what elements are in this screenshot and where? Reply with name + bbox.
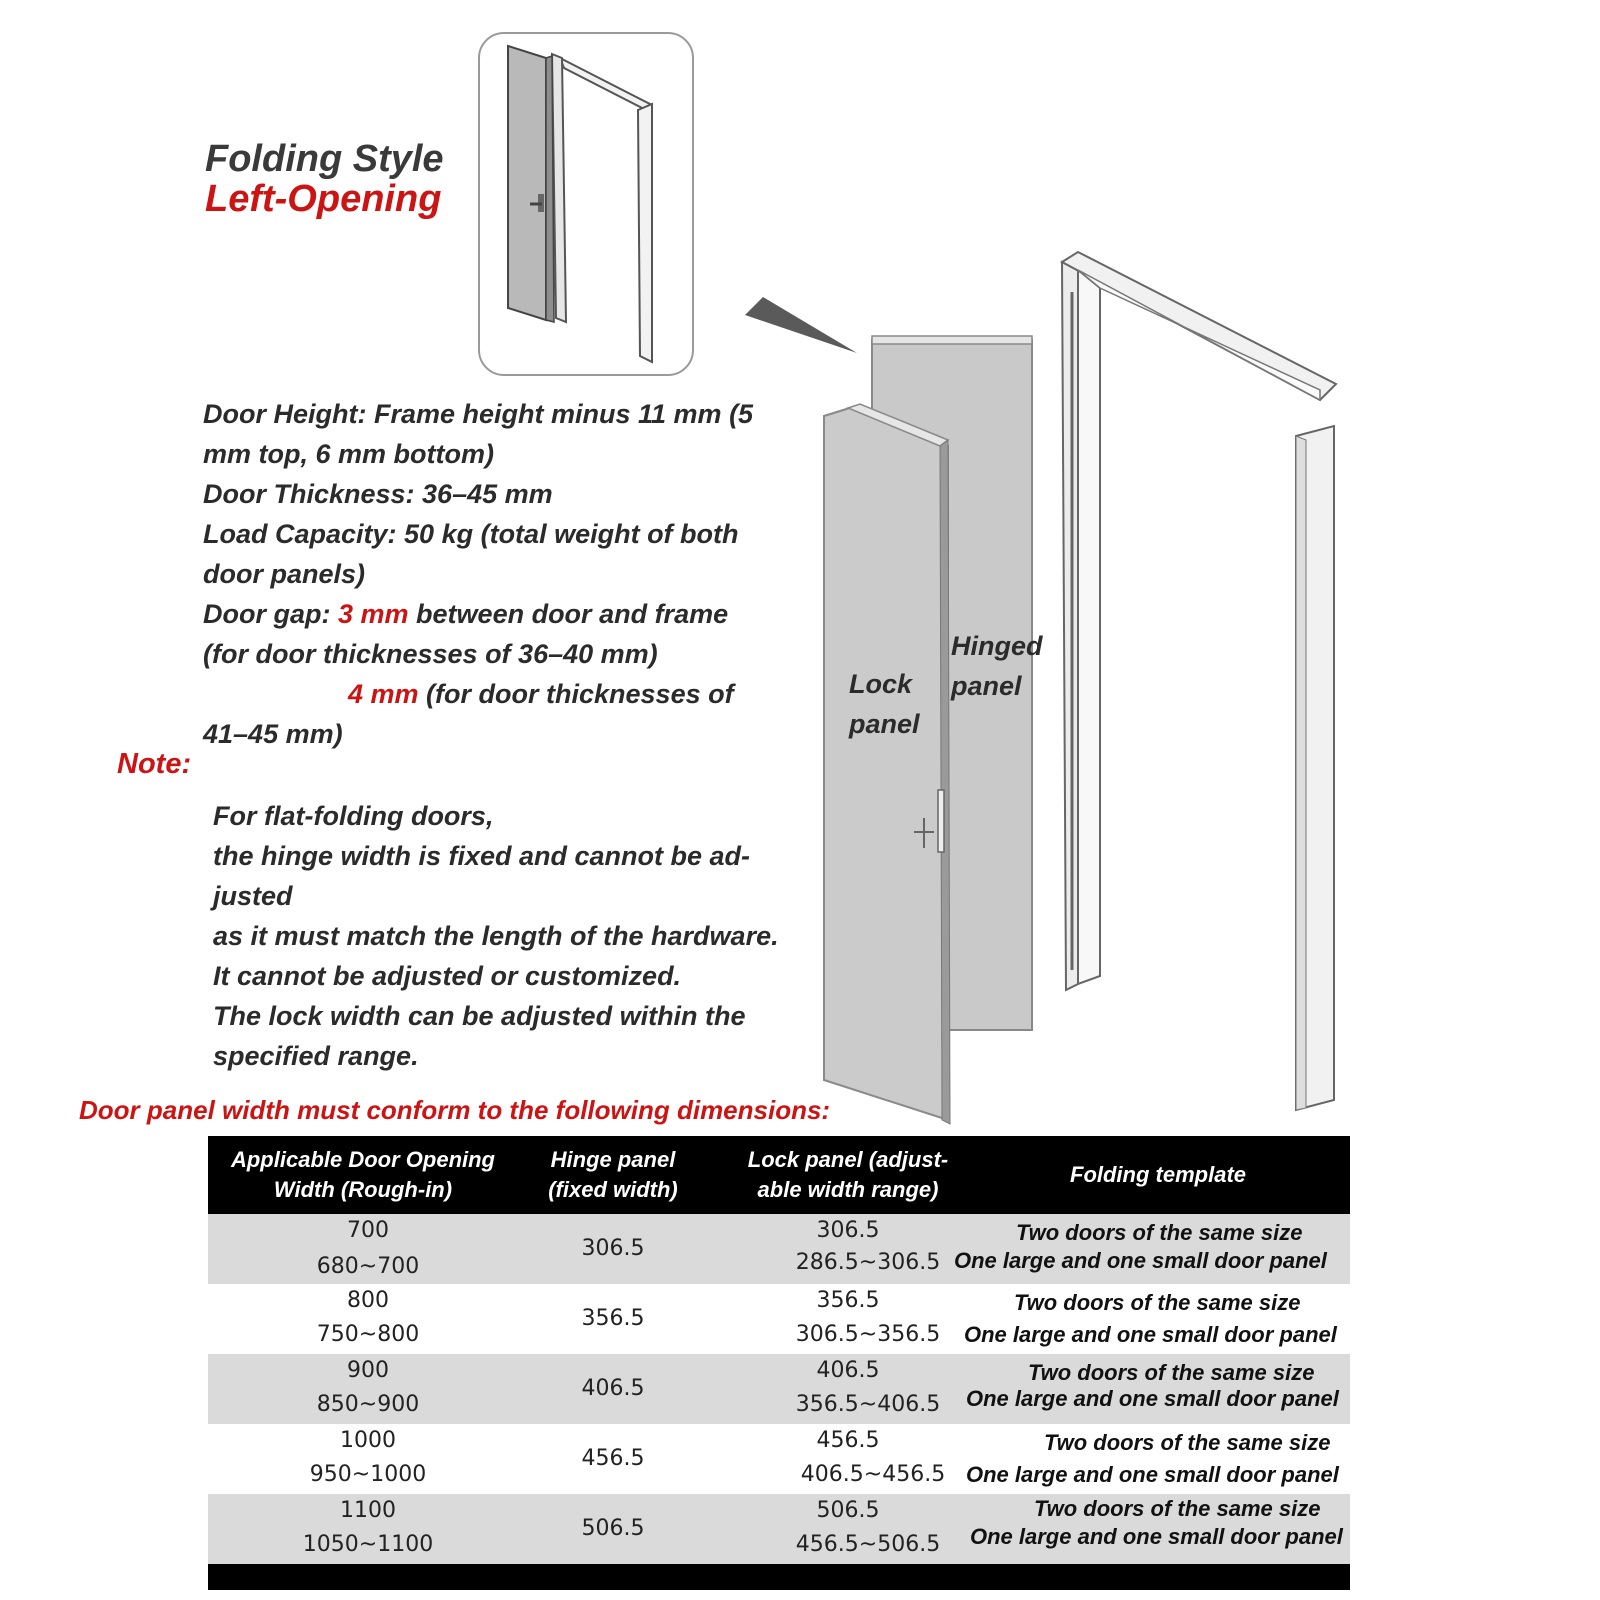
header-lock	[728, 1136, 968, 1214]
gap-prefix: Door gap:	[203, 599, 338, 629]
lock-panel-shape	[824, 406, 948, 1120]
gap-suffix-1: between door and frame	[408, 599, 729, 629]
opening-value: 1100	[340, 1498, 396, 1523]
spec-height-line-1: Door Height: Frame height minus 11 mm (5	[203, 399, 754, 429]
fold-same-size: Two doors of the same size	[1014, 1290, 1301, 1315]
header-folding-line-1: Folding template	[1070, 1162, 1246, 1187]
note-line: as it must match the length of the hardware.	[213, 921, 779, 951]
dimension-table	[208, 1136, 1350, 1590]
hinge-width: 456.5	[581, 1446, 645, 1471]
hinge-width: 306.5	[581, 1236, 645, 1261]
lock-value: 356.5	[816, 1288, 880, 1313]
header-opening	[208, 1136, 518, 1214]
opening-value: 1000	[340, 1428, 396, 1453]
note-line: For flat-folding doors,	[213, 801, 494, 831]
opening-value: 800	[347, 1288, 389, 1313]
header-lock-line-2: able width range)	[757, 1177, 939, 1202]
table-row	[208, 1214, 1368, 1284]
gap-suffix-2: (for door thicknesses of	[418, 679, 734, 709]
spec-load-line-2: door panels)	[203, 559, 366, 589]
fold-same-size: Two doors of the same size	[1044, 1430, 1331, 1455]
opening-range: 750~800	[316, 1322, 420, 1347]
note-line: specified range.	[213, 1041, 419, 1071]
header-hinge-line-2: (fixed width)	[548, 1177, 678, 1202]
hinged-label-line-2: panel	[951, 671, 1022, 701]
table-footer-bar	[208, 1564, 1350, 1590]
spec-gap-line-3	[203, 674, 843, 714]
lock-range: 286.5~306.5	[795, 1250, 941, 1275]
table-row	[208, 1284, 1368, 1354]
header-lock-line-1: Lock panel (adjust-	[747, 1147, 949, 1172]
opening-range: 950~1000	[309, 1462, 427, 1487]
spec-load-line-1: Load Capacity: 50 kg (total weight of both	[203, 519, 739, 549]
lock-range: 456.5~506.5	[795, 1532, 941, 1557]
hinged-label-line-1: Hinged	[951, 631, 1043, 661]
dimension-heading: Door panel width must conform to the following dimensions:	[79, 1095, 831, 1125]
note-text	[213, 796, 833, 1076]
spec-gap-line-4: 41–45 mm)	[203, 719, 343, 749]
door-handle	[938, 790, 944, 852]
spec-height-line-2: mm top, 6 mm bottom)	[203, 439, 494, 469]
thumbnail-illustration	[478, 32, 694, 376]
note-line: It cannot be adjusted or customized.	[213, 961, 682, 991]
fold-large-small: One large and one small door panel	[970, 1524, 1343, 1549]
lock-range: 306.5~356.5	[795, 1322, 941, 1347]
fold-same-size: Two doors of the same size	[1028, 1360, 1315, 1385]
specifications	[203, 394, 843, 754]
hinged-panel-label	[951, 626, 1043, 706]
lock-value: 506.5	[816, 1498, 880, 1523]
note-label: Note:	[117, 748, 192, 780]
lock-label-line-1: Lock	[849, 669, 913, 699]
table-row	[208, 1424, 1368, 1494]
hinge-width: 356.5	[581, 1306, 645, 1331]
table-header	[208, 1136, 1350, 1214]
fold-large-small: One large and one small door panel	[964, 1322, 1337, 1347]
thumbnail-door-drawing	[480, 34, 692, 374]
spec-gap-line-1	[203, 594, 843, 634]
gap-value-4mm: 4 mm	[348, 679, 419, 709]
opening-value: 700	[347, 1218, 389, 1243]
opening-range: 680~700	[316, 1254, 420, 1279]
note-line: The lock width can be adjusted within the	[213, 1001, 746, 1031]
fold-same-size: Two doors of the same size	[1016, 1220, 1303, 1245]
header-hinge-line-1: Hinge panel	[550, 1147, 676, 1172]
opening-range: 850~900	[316, 1392, 420, 1417]
hinge-width: 406.5	[581, 1376, 645, 1401]
note-line: the hinge width is fixed and cannot be ad-	[213, 841, 751, 871]
title-line-1: Folding Style	[205, 138, 444, 180]
opening-range: 1050~1100	[302, 1532, 434, 1557]
fold-large-small: One large and one small door panel	[966, 1462, 1339, 1487]
lock-value: 456.5	[816, 1428, 880, 1453]
spec-thickness: Door Thickness: 36–45 mm	[203, 479, 553, 509]
lock-label-line-2: panel	[849, 709, 920, 739]
frame-left-jamb	[1062, 262, 1078, 990]
lock-range: 406.5~456.5	[800, 1462, 946, 1487]
lock-value: 306.5	[816, 1218, 880, 1243]
header-folding	[968, 1136, 1348, 1214]
lock-range: 356.5~406.5	[795, 1392, 941, 1417]
title-line-2: Left-Opening	[205, 178, 442, 220]
lock-value: 406.5	[816, 1358, 880, 1383]
hinge-width: 506.5	[581, 1516, 645, 1541]
fold-same-size: Two doors of the same size	[1034, 1496, 1321, 1521]
table-row	[208, 1354, 1368, 1424]
header-opening-line-2: Width (Rough-in)	[273, 1177, 453, 1202]
opening-value: 900	[347, 1358, 389, 1383]
fold-large-small: One large and one small door panel	[966, 1386, 1339, 1411]
note-line: justed	[213, 881, 293, 911]
fold-large-small: One large and one small door panel	[954, 1248, 1327, 1273]
table-row	[208, 1494, 1368, 1564]
header-hinge	[518, 1136, 708, 1214]
gap-value-3mm: 3 mm	[338, 599, 409, 629]
lock-panel-label	[849, 664, 920, 744]
header-opening-line-1: Applicable Door Opening	[230, 1147, 495, 1172]
spec-gap-line-2: (for door thicknesses of 36–40 mm)	[203, 639, 658, 669]
